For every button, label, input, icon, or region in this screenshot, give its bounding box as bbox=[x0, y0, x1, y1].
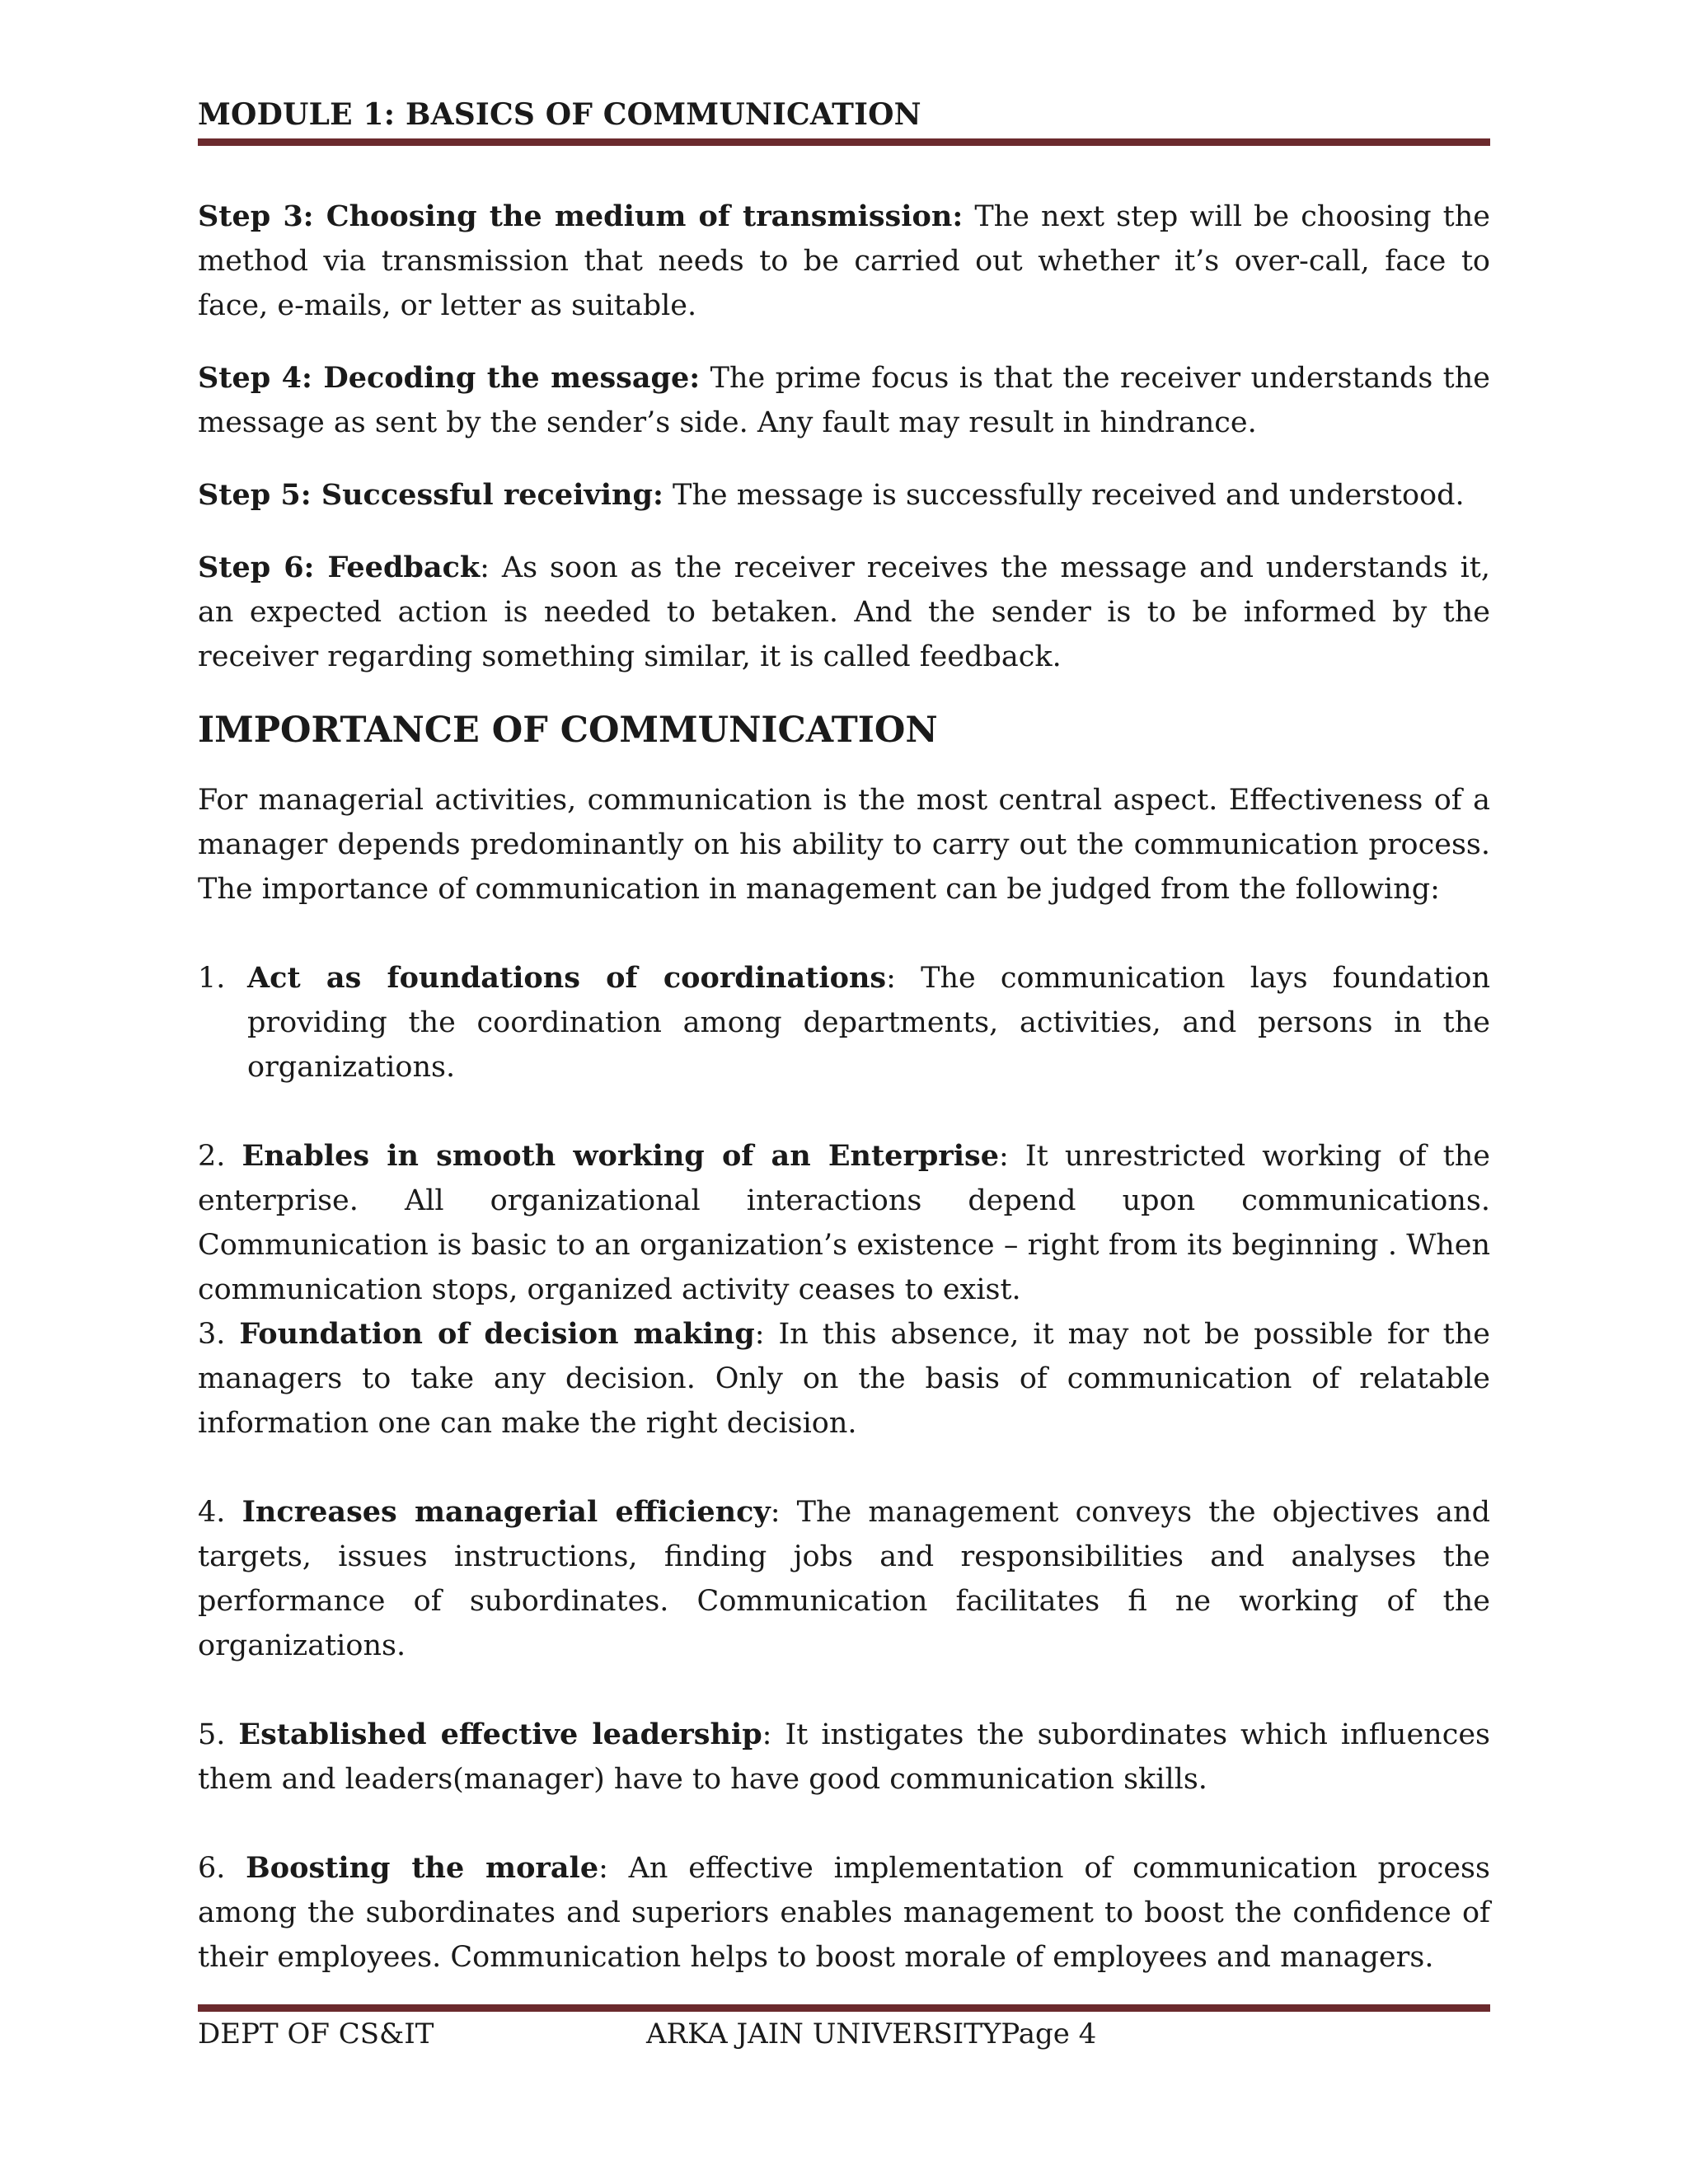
step-3-text: The next step will be choosing the method via transmission that needs to be carried out whether it’s over-call, face to face, e-mails, or letter as suitable. bbox=[198, 200, 1491, 322]
list-item-2-number: 2. bbox=[198, 1140, 226, 1173]
step-6-paragraph bbox=[198, 546, 1490, 679]
list-item-6-number: 6. bbox=[198, 1852, 226, 1885]
list-item-4-label: Increases managerial efficiency bbox=[241, 1495, 771, 1529]
section-intro: For managerial activities, communication is the most central aspect. Effectiveness of a manager depends predominantly on his ability to carry out the communication process. The importance of communication in management can be judged from the following: bbox=[198, 784, 1490, 906]
footer-university-page: ARKA JAIN UNIVERSITYPage 4 bbox=[646, 2018, 1097, 2050]
list-item-4-body: : The management conveys the objectives and targets, issues instructions, finding jobs and responsibilities and analyses the performance of subordinates. Communication facilitates fi ne working of the organizations. bbox=[198, 1496, 1490, 1662]
step-5-text: The message is successfully received and understood. bbox=[663, 479, 1465, 512]
list-item-5-label: Established effective leadership bbox=[238, 1718, 762, 1751]
step-4-paragraph bbox=[198, 356, 1490, 445]
section-heading: IMPORTANCE OF COMMUNICATION bbox=[198, 710, 938, 751]
header-rule bbox=[198, 138, 1490, 146]
step-5-paragraph bbox=[198, 473, 1490, 518]
list-item-5-number: 5. bbox=[198, 1718, 226, 1751]
list-item-3 bbox=[198, 1312, 1490, 1446]
list-item-1-number: 1. bbox=[198, 962, 226, 995]
step-4-text: The prime focus is that the receiver understands the message as sent by the sender’s side. Any fault may result in hindrance. bbox=[198, 362, 1491, 439]
step-6-label: Step 6: Feedback bbox=[198, 551, 481, 584]
list-item-2-body: : It unrestricted working of the enterprise. All organizational interactions depend upon communications. Communication is basic to an organization’s existence – right from its beginning . When communication stops, organized activity ceases to exist. bbox=[198, 1140, 1490, 1306]
footer-dept: DEPT OF CS&IT bbox=[198, 2018, 434, 2050]
step-6-separator: : bbox=[480, 551, 490, 584]
step-6-text: As soon as the receiver receives the message and understands it, an expected action is needed to betaken. And the sender is to be informed by the receiver regarding something similar, it is called feedback. bbox=[198, 551, 1490, 673]
step-3-label: Step 3: Choosing the medium of transmission: bbox=[198, 199, 964, 233]
list-item-3-label: Foundation of decision making bbox=[239, 1317, 755, 1351]
list-item-3-number: 3. bbox=[198, 1318, 226, 1351]
list-item-4 bbox=[198, 1490, 1490, 1668]
footer-rule bbox=[198, 2004, 1490, 2012]
list-item-1-label: Act as foundations of coordinations bbox=[247, 961, 887, 995]
list-item-4-number: 4. bbox=[198, 1496, 226, 1529]
list-item-1-text bbox=[247, 956, 1490, 1090]
module-header-title: MODULE 1: BASICS OF COMMUNICATION bbox=[198, 97, 921, 132]
list-item-1-body: : The communication lays foundation providing the coordination among departments, activities, and persons in the organizations. bbox=[247, 962, 1490, 1084]
list-item-6-body: : An effective implementation of communication process among the subordinates and superiors enables management to boost the confidence of their employees. Communication helps to boost morale of employees and managers. bbox=[198, 1852, 1490, 1974]
list-item-2-label: Enables in smooth working of an Enterprise bbox=[241, 1139, 1000, 1173]
page-content bbox=[198, 194, 1490, 1980]
list-item-2 bbox=[198, 1134, 1490, 1312]
step-3-paragraph bbox=[198, 194, 1490, 328]
list-item-5-body: : It instigates the subordinates which influences them and leaders(manager) have to have good communication skills. bbox=[198, 1718, 1490, 1796]
list-item-1 bbox=[198, 956, 1490, 1090]
list-item-6-label: Boosting the morale bbox=[246, 1851, 599, 1885]
step-4-label: Step 4: Decoding the message: bbox=[198, 361, 701, 395]
list-item-6 bbox=[198, 1846, 1490, 1980]
list-item-3-body: : In this absence, it may not be possible for the managers to take any decision. Only on the basis of communication of relatable information one can make the right decision. bbox=[198, 1318, 1490, 1440]
step-5-label: Step 5: Successful receiving: bbox=[198, 478, 663, 512]
list-item-5 bbox=[198, 1713, 1490, 1802]
